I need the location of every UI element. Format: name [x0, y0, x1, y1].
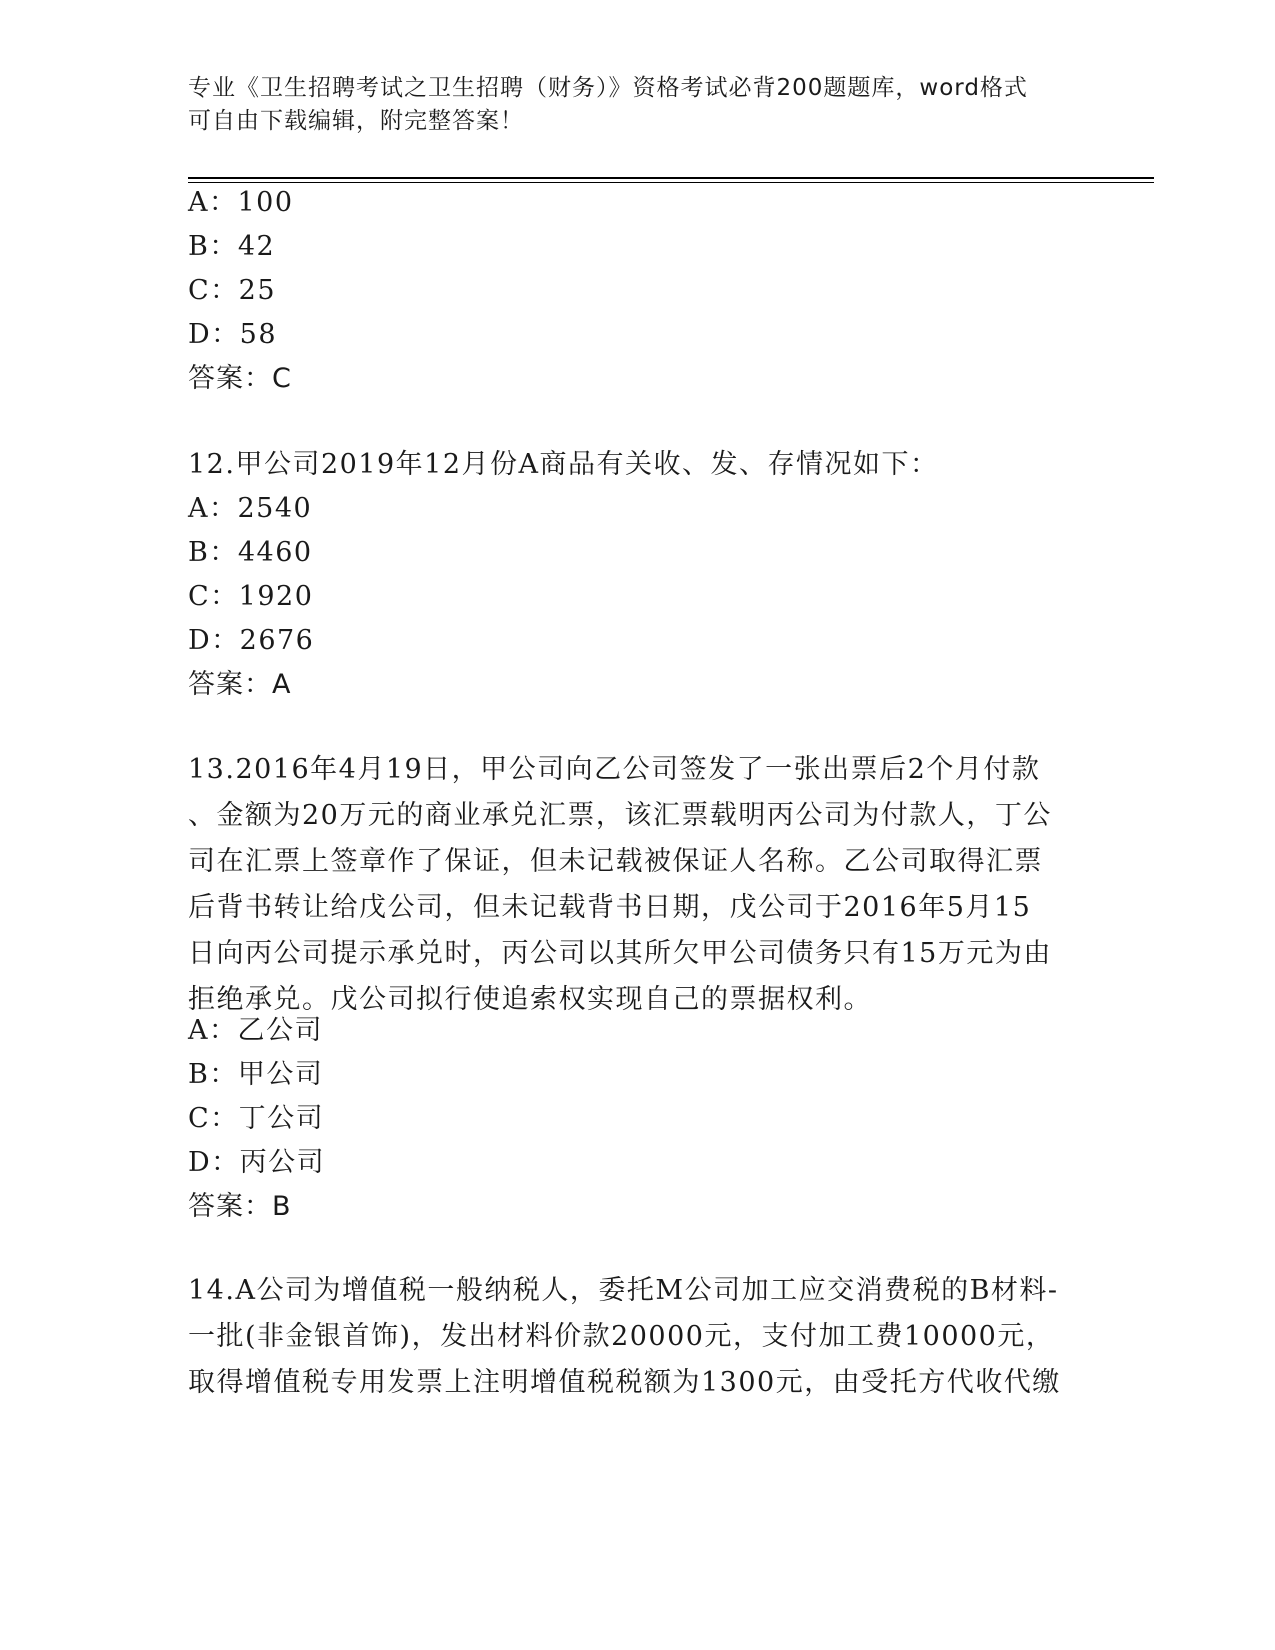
q13-text-line: 后背书转让给戊公司，但未记载背书日期，戊公司于2016年5月15	[188, 892, 1032, 923]
q14-text-line: 一批(非金银首饰)，发出材料价款20000元，支付加工费10000元，	[188, 1321, 1055, 1352]
q14-text-line: 取得增值税专用发票上注明增值税税额为1300元，由受托方代收代缴	[188, 1367, 1061, 1398]
header-line-1: 专业《卫生招聘考试之卫生招聘（财务）》资格考试必背200题题库，word格式	[188, 75, 1028, 101]
header-divider-thin	[188, 182, 1154, 183]
q11-option-b: B：42	[188, 231, 276, 262]
q11-answer: 答案：C	[188, 363, 292, 394]
q13-text-line: 、金额为20万元的商业承兑汇票，该汇票载明丙公司为付款人，丁公	[188, 800, 1052, 831]
q13-option-c: C：丁公司	[188, 1103, 325, 1134]
q12-option-b: B：4460	[188, 537, 313, 568]
q11-option-c: C：25	[188, 275, 277, 306]
header-divider-thick	[188, 177, 1154, 179]
q13-text-line: 13.2016年4月19日，甲公司向乙公司签发了一张出票后2个月付款	[188, 754, 1041, 785]
header-line-2: 可自由下载编辑，附完整答案！	[188, 108, 524, 134]
q12-text: 12.甲公司2019年12月份A商品有关收、发、存情况如下：	[188, 449, 939, 480]
q13-answer: 答案：B	[188, 1191, 292, 1222]
q14-text	[188, 1268, 1088, 1406]
q12-option-a: A：2540	[188, 493, 313, 524]
q13-option-b: B：甲公司	[188, 1059, 324, 1090]
q14-text-line: 14.A公司为增值税一般纳税人，委托M公司加工应交消费税的B材料-	[188, 1275, 1059, 1306]
q11-option-d: D：58	[188, 319, 278, 350]
q13-text-line: 拒绝承兑。戊公司拟行使追索权实现自己的票据权利。	[188, 984, 872, 1015]
q13-text	[188, 747, 1088, 1023]
document-header	[188, 72, 1088, 138]
q13-text-line: 司在汇票上签章作了保证，但未记载被保证人名称。乙公司取得汇票	[188, 846, 1043, 877]
q12-option-c: C：1920	[188, 581, 314, 612]
q13-option-a: A：乙公司	[188, 1015, 323, 1046]
q12-answer: 答案：A	[188, 669, 292, 700]
q13-text-line: 日向丙公司提示承兑时，丙公司以其所欠甲公司债务只有15万元为由	[188, 938, 1052, 969]
q13-option-d: D：丙公司	[188, 1147, 326, 1178]
q11-option-a: A：100	[188, 187, 294, 218]
q12-option-d: D：2676	[188, 625, 315, 656]
